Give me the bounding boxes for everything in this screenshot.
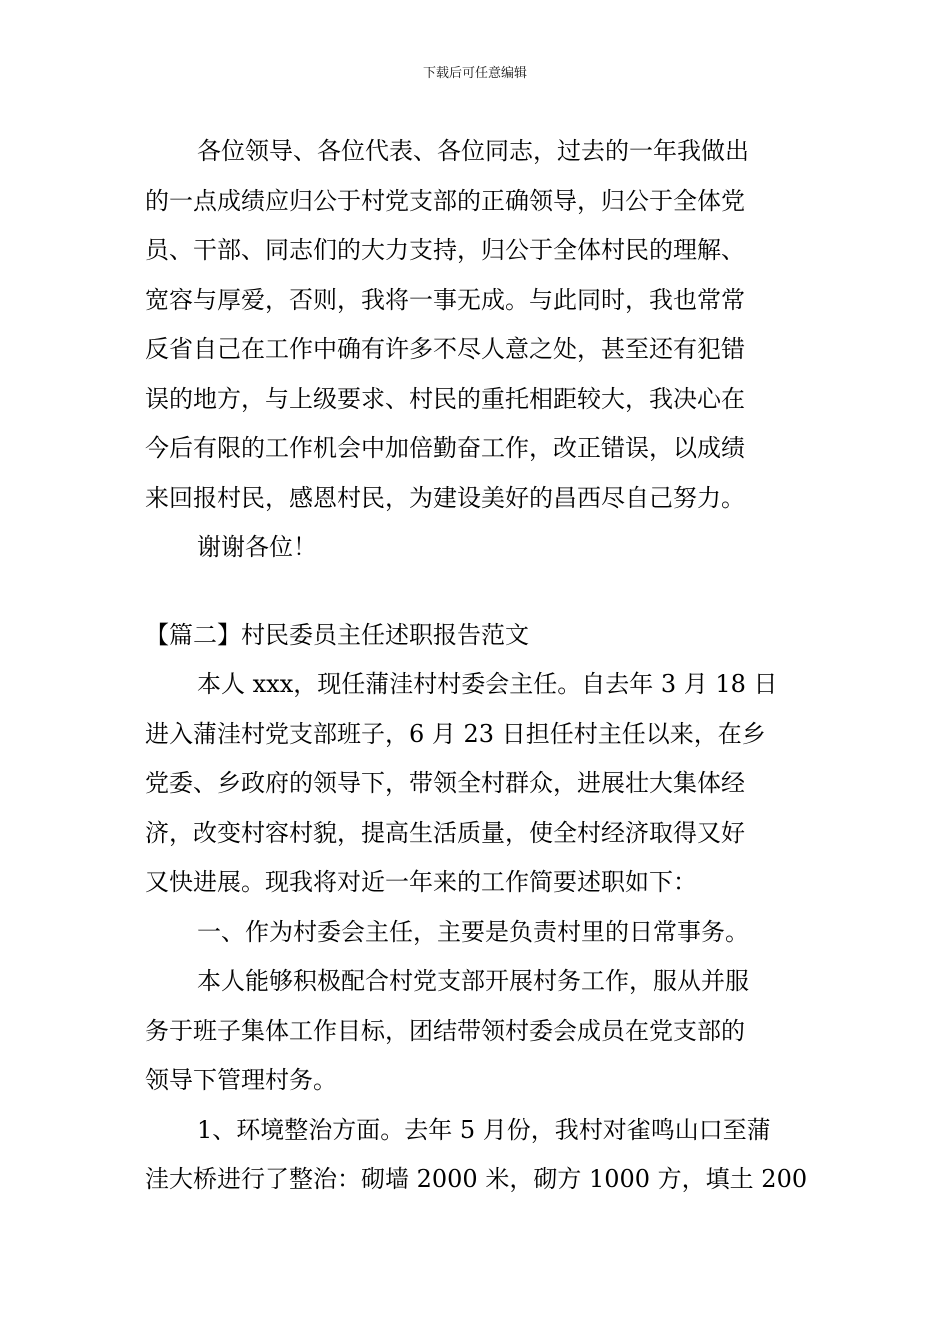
text-line: 务于班子集体工作目标，团结带领村委会成员在党支部的: [145, 1016, 745, 1045]
text-line: 的一点成绩应归公于村党支部的正确领导，归公于全体党: [145, 186, 745, 215]
text-line: 又快进展。现我将对近一年来的工作简要述职如下：: [145, 868, 697, 896]
text-line: 反省自己在工作中确有许多不尽人意之处，甚至还有犯错: [145, 335, 745, 363]
text-line: 一、作为村委会主任，主要是负责村里的日常事务。: [197, 917, 749, 946]
text-line: 来回报村民，感恩村民，为建设美好的昌西尽自己努力。: [145, 483, 745, 512]
section-heading: 【篇二】村民委员主任述职报告范文: [145, 620, 529, 649]
text-line: 员、干部、同志们的大力支持，归公于全体村民的理解、: [145, 236, 745, 264]
page-header: 下载后可任意编辑: [422, 66, 527, 81]
text-line: 今后有限的工作机会中加倍勤奋工作，改正错误，以成绩: [145, 434, 745, 462]
text-line: 误的地方，与上级要求、村民的重托相距较大，我决心在: [145, 384, 745, 413]
text-line: 党委、乡政府的领导下，带领全村群众，进展壮大集体经: [145, 769, 745, 797]
text-line: 本人 xxx，现任蒲洼村村委会主任。自去年 3 月 18 日: [197, 670, 778, 698]
text-line: 各位领导、各位代表、各位同志，过去的一年我做出: [197, 137, 749, 165]
text-line: 进入蒲洼村党支部班子，6 月 23 日担任村主任以来，在乡: [145, 719, 766, 748]
text-line: 1、环境整治方面。去年 5 月份，我村对雀鸣山口至蒲: [197, 1115, 771, 1144]
text-line: 本人能够积极配合村党支部开展村务工作，服从并服: [197, 967, 749, 995]
text-line: 宽容与厚爱，否则，我将一事无成。与此同时，我也常常: [145, 285, 745, 314]
text-line: 济，改变村容村貌，提高生活质量，使全村经济取得又好: [145, 818, 745, 847]
text-line: 洼大桥进行了整治：砌墙 2000 米，砌方 1000 方，填土 200: [145, 1165, 808, 1193]
closing-line: 谢谢各位！: [197, 533, 317, 561]
text-line: 领导下管理村务。: [145, 1066, 337, 1094]
document-body: [145, 127, 810, 1205]
spacer: [145, 573, 810, 611]
